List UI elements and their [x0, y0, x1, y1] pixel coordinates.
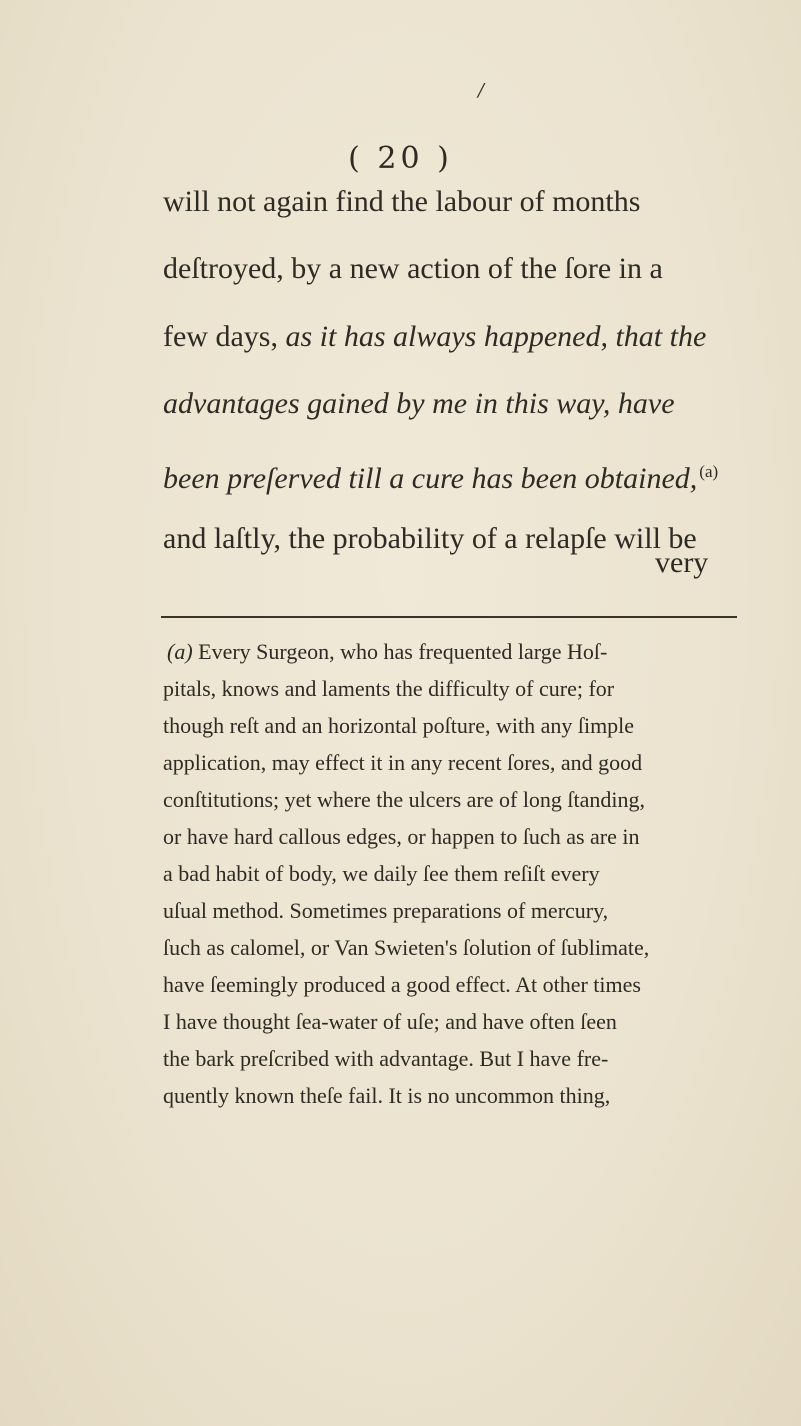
body-line-3 [163, 319, 706, 355]
footnote-line-5-text: conſtitutions; yet where the ulcers are of long ſtanding, [163, 787, 646, 812]
page-number: ( 20 ) [348, 141, 453, 176]
footnote-line-11 [163, 1008, 617, 1036]
footnote-marker: (a) [167, 639, 193, 664]
footnote-line-3 [163, 712, 634, 740]
body-line-6-text: and laſtly, the probability of a relapſe will be [163, 522, 697, 555]
body-line-4-text: advantages gained by me in this way, have [163, 387, 675, 420]
footnote-line-4-text: application, may effect it in any recent ſores, and good [163, 750, 643, 775]
footnote-line-5 [163, 786, 645, 814]
footnote-line-3-text: though reſt and an horizontal poſture, with any ſimple [163, 713, 635, 738]
footnote-line-7-text: a bad habit of body, we daily ſee them reſiſt every [163, 861, 600, 886]
body-line-2-text: deſtroyed, by a new action of the ſore in a [163, 252, 663, 285]
footnote-line-7 [163, 860, 600, 888]
footnote-line-10 [163, 971, 641, 999]
footnote-line-13-text: quently known theſe fail. It is no uncommon thing, [163, 1083, 611, 1108]
body-line-1 [163, 184, 737, 220]
footnote-line-12 [163, 1045, 608, 1073]
footnote-reference: (a) [699, 462, 719, 481]
body-line-5 [163, 454, 719, 495]
catchword: very [655, 546, 709, 579]
footnote-line-8 [163, 897, 608, 925]
footnote-line-4 [163, 749, 642, 777]
body-line-3-plain: few days, [163, 320, 278, 353]
footnote-line-10-text: have ſeemingly produced a good effect. At other times [163, 972, 641, 997]
footnote-line-11-text: I have thought ſea-water of uſe; and have often ſeen [163, 1009, 617, 1034]
stray-ink-mark: / [478, 80, 485, 101]
footnote-line-2-text: pitals, knows and laments the difficulty of cure; for [163, 676, 615, 701]
footnote-line-6-text: or have hard callous edges, or happen to ſuch as are in [163, 824, 640, 849]
footnote-divider [161, 616, 737, 618]
footnote-line-8-text: uſual method. Sometimes preparations of mercury, [163, 898, 609, 923]
footnote-line-1 [167, 638, 607, 666]
footnote-line-9 [163, 934, 649, 962]
footnote-line-1-text: Every Surgeon, who has frequented large Hoſ- [198, 639, 608, 664]
footnote-line-12-text: the bark preſcribed with advantage. But I have fre- [163, 1046, 609, 1071]
body-line-1-text: will not again find the labour of months [163, 185, 641, 218]
body-line-6 [163, 521, 737, 557]
body-line-4 [163, 386, 675, 422]
footnote-line-9-text: ſuch as calomel, or Van Swieten's ſolution of ſublimate, [163, 935, 650, 960]
body-line-3-italic: as it has always happened, that the [285, 320, 707, 353]
body-line-2 [163, 251, 737, 287]
footnote-line-6 [163, 823, 640, 851]
body-line-5-italic: been preſerved till a cure has been obtained, [163, 462, 698, 495]
footnote-line-2 [163, 675, 614, 703]
footnote-line-13 [163, 1082, 610, 1110]
